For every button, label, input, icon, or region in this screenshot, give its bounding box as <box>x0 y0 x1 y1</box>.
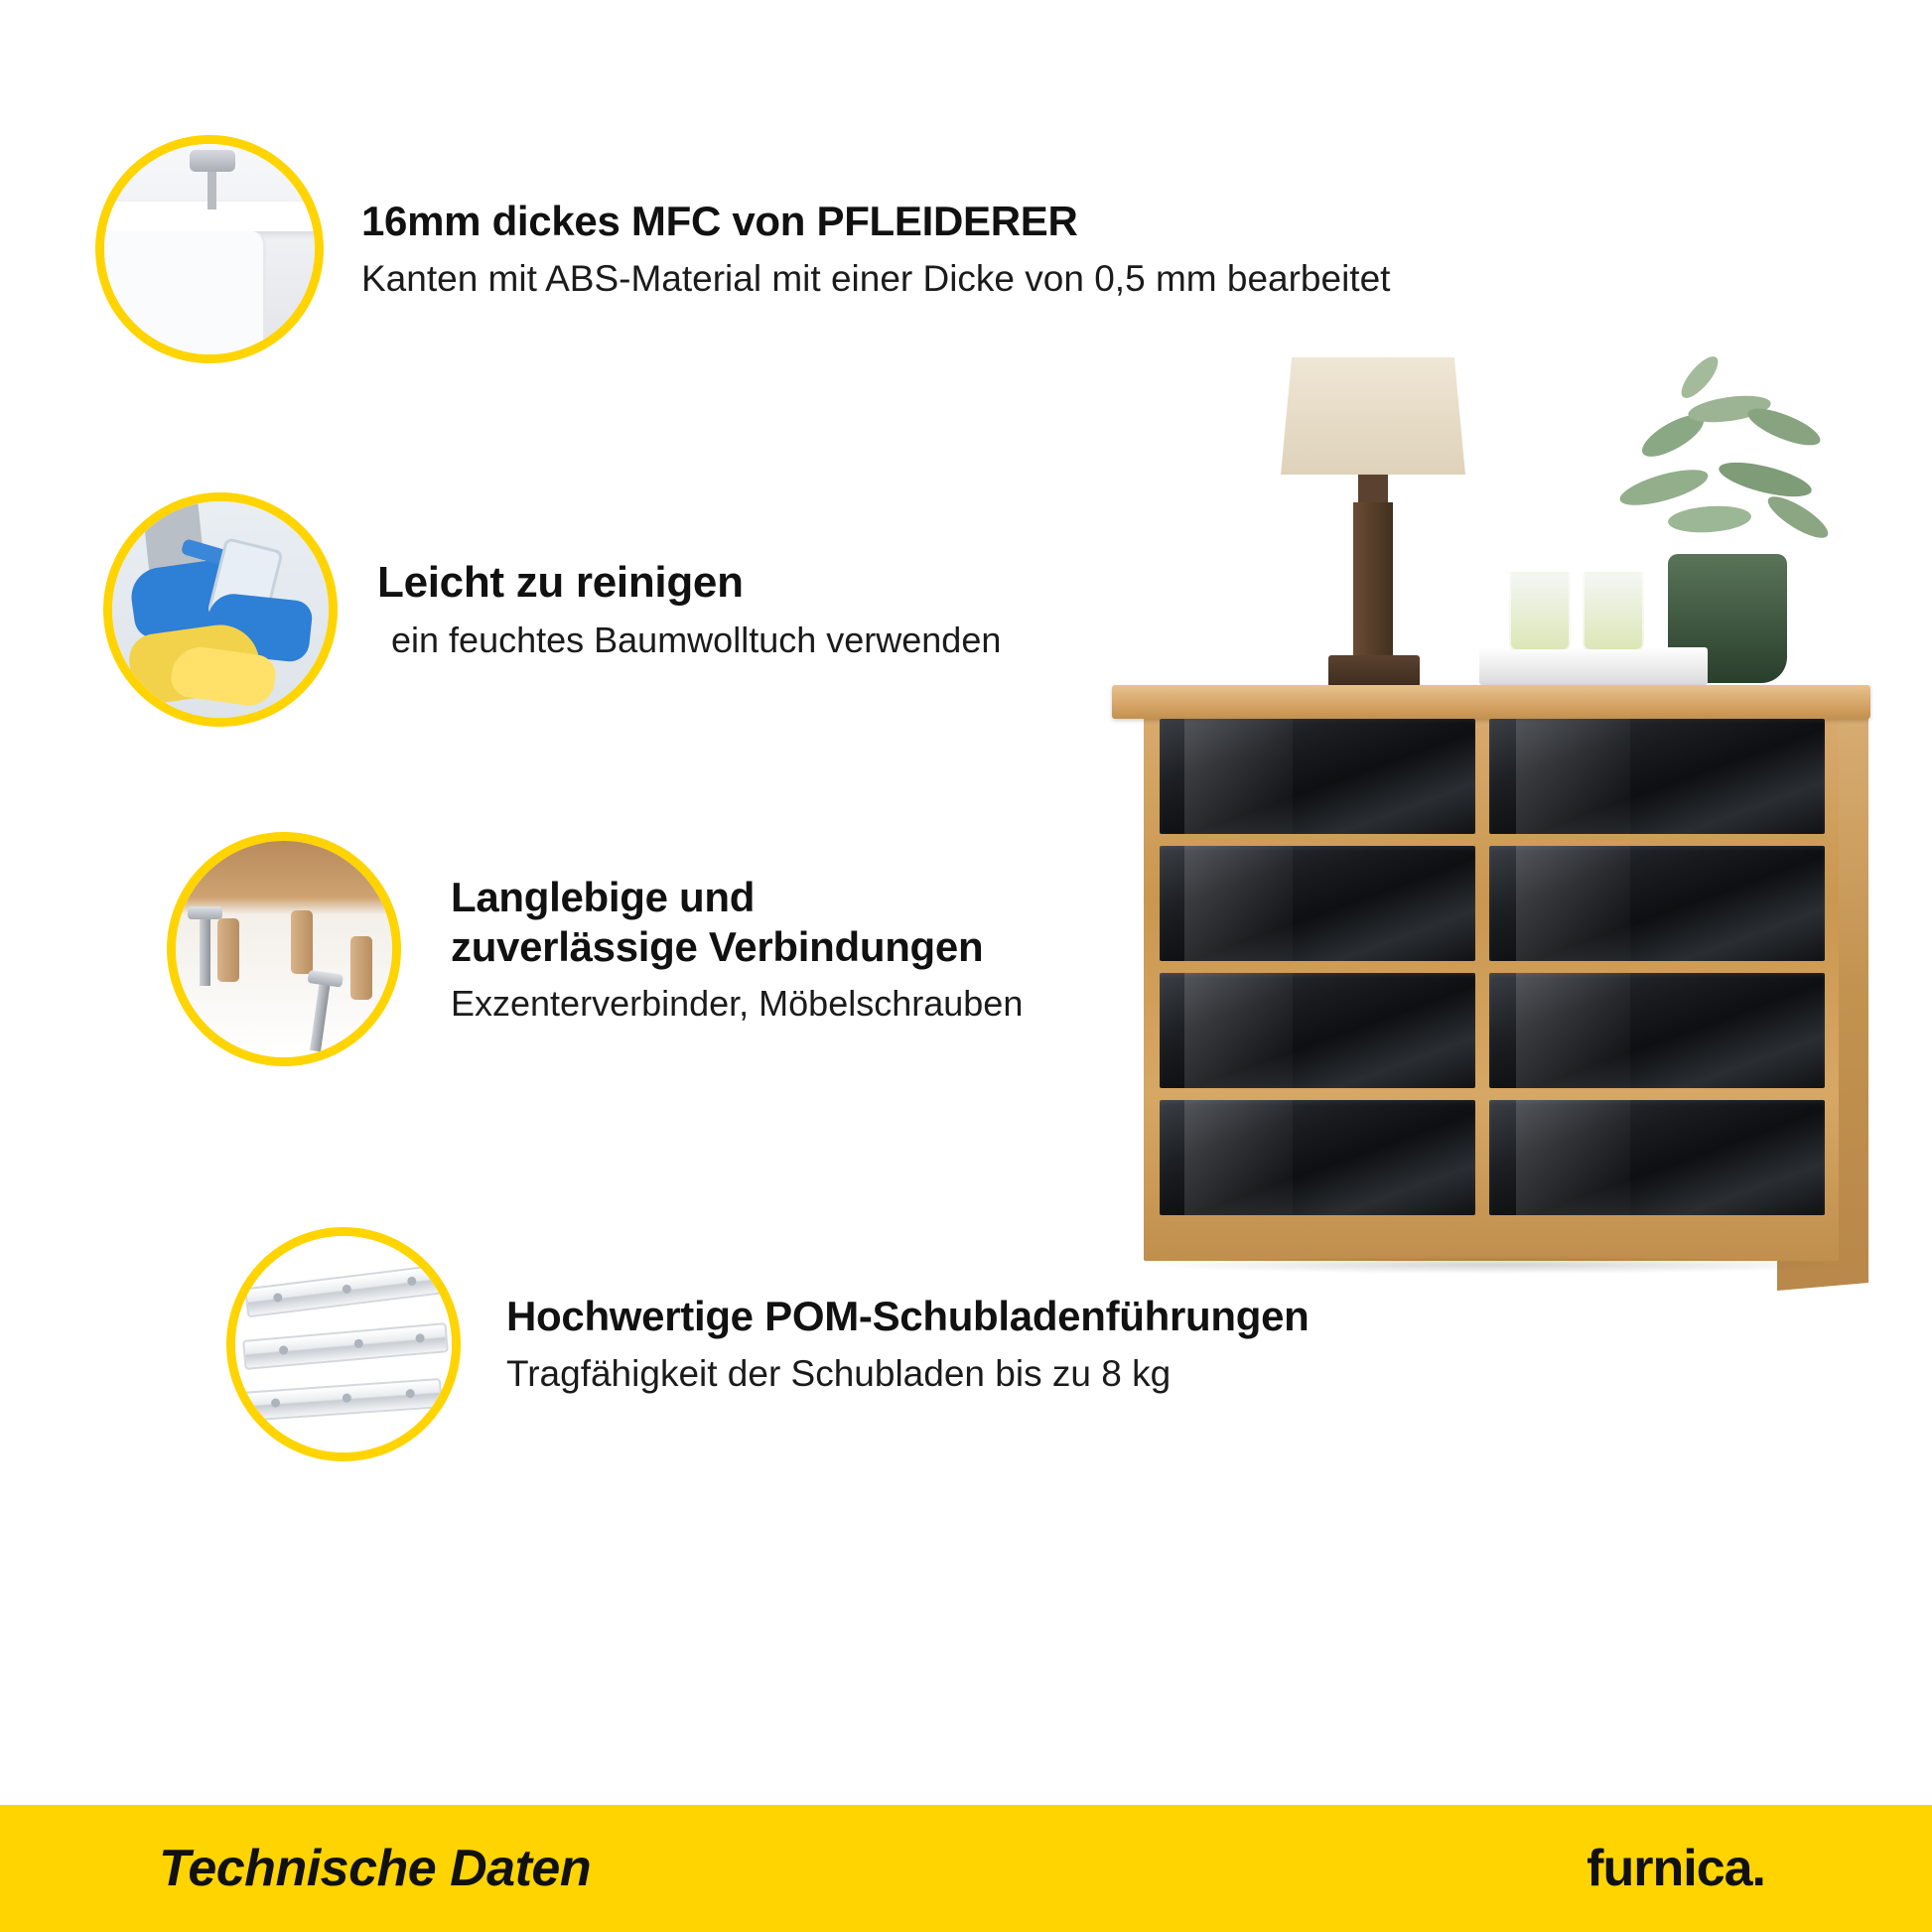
drinking-glass-1 <box>1509 572 1571 651</box>
books-stack <box>1479 647 1708 685</box>
feature-durable-connections <box>167 832 1023 1066</box>
table-lamp-shade <box>1281 357 1465 475</box>
cleaning-gloves-spray-icon <box>103 492 338 727</box>
feature-subtitle: Kanten mit ABS-Material mit einer Dicke von 0,5 mm bearbeitet <box>361 257 1391 299</box>
feature-title: Leicht zu reinigen <box>377 557 744 607</box>
dowels-screws-icon <box>167 832 401 1066</box>
footer-bar <box>0 1805 1932 1932</box>
table-lamp-base <box>1328 655 1420 687</box>
floor-shadow <box>1152 1256 1847 1274</box>
drawer-slide-rails-icon <box>226 1227 461 1461</box>
feature-title-line2: zuverlässige Verbindungen <box>451 922 984 970</box>
feature-text <box>361 197 1390 302</box>
table-lamp-stem <box>1353 502 1393 661</box>
feature-subtitle: Tragfähigkeit der Schubladen bis zu 8 kg <box>506 1352 1172 1394</box>
table-lamp-neck <box>1358 475 1388 502</box>
board-corner-screw-icon <box>95 135 324 363</box>
footer-title: Technische Daten <box>159 1840 592 1897</box>
brand-logo: furnica. <box>1587 1840 1765 1897</box>
drinking-glass-2 <box>1583 572 1644 651</box>
dresser-body <box>1144 705 1839 1261</box>
drawer-front <box>1489 973 1825 1088</box>
drawer-front <box>1160 1100 1475 1215</box>
feature-title: Hochwertige POM-Schubladenführungen <box>506 1293 1310 1340</box>
drawer-front <box>1489 846 1825 961</box>
drawer-front <box>1160 719 1475 834</box>
drawer-front <box>1160 846 1475 961</box>
dresser-top-panel <box>1112 685 1870 719</box>
drawer-front <box>1489 719 1825 834</box>
drawer-front <box>1489 1100 1825 1215</box>
feature-mfc-board <box>95 135 1390 363</box>
feature-text <box>506 1292 1310 1397</box>
product-image <box>1082 357 1906 1271</box>
feature-easy-clean <box>103 492 1001 727</box>
feature-text <box>451 873 1023 1026</box>
feature-title-line1: Langlebige und <box>451 873 756 920</box>
feature-title: 16mm dickes MFC von PFLEIDERER <box>361 198 1078 245</box>
feature-subtitle: ein feuchtes Baumwolltuch verwenden <box>391 620 1002 661</box>
feature-subtitle: Exzenterverbinder, Möbelschrauben <box>451 983 1024 1025</box>
drawer-front <box>1160 973 1475 1088</box>
feature-text <box>377 557 1001 663</box>
